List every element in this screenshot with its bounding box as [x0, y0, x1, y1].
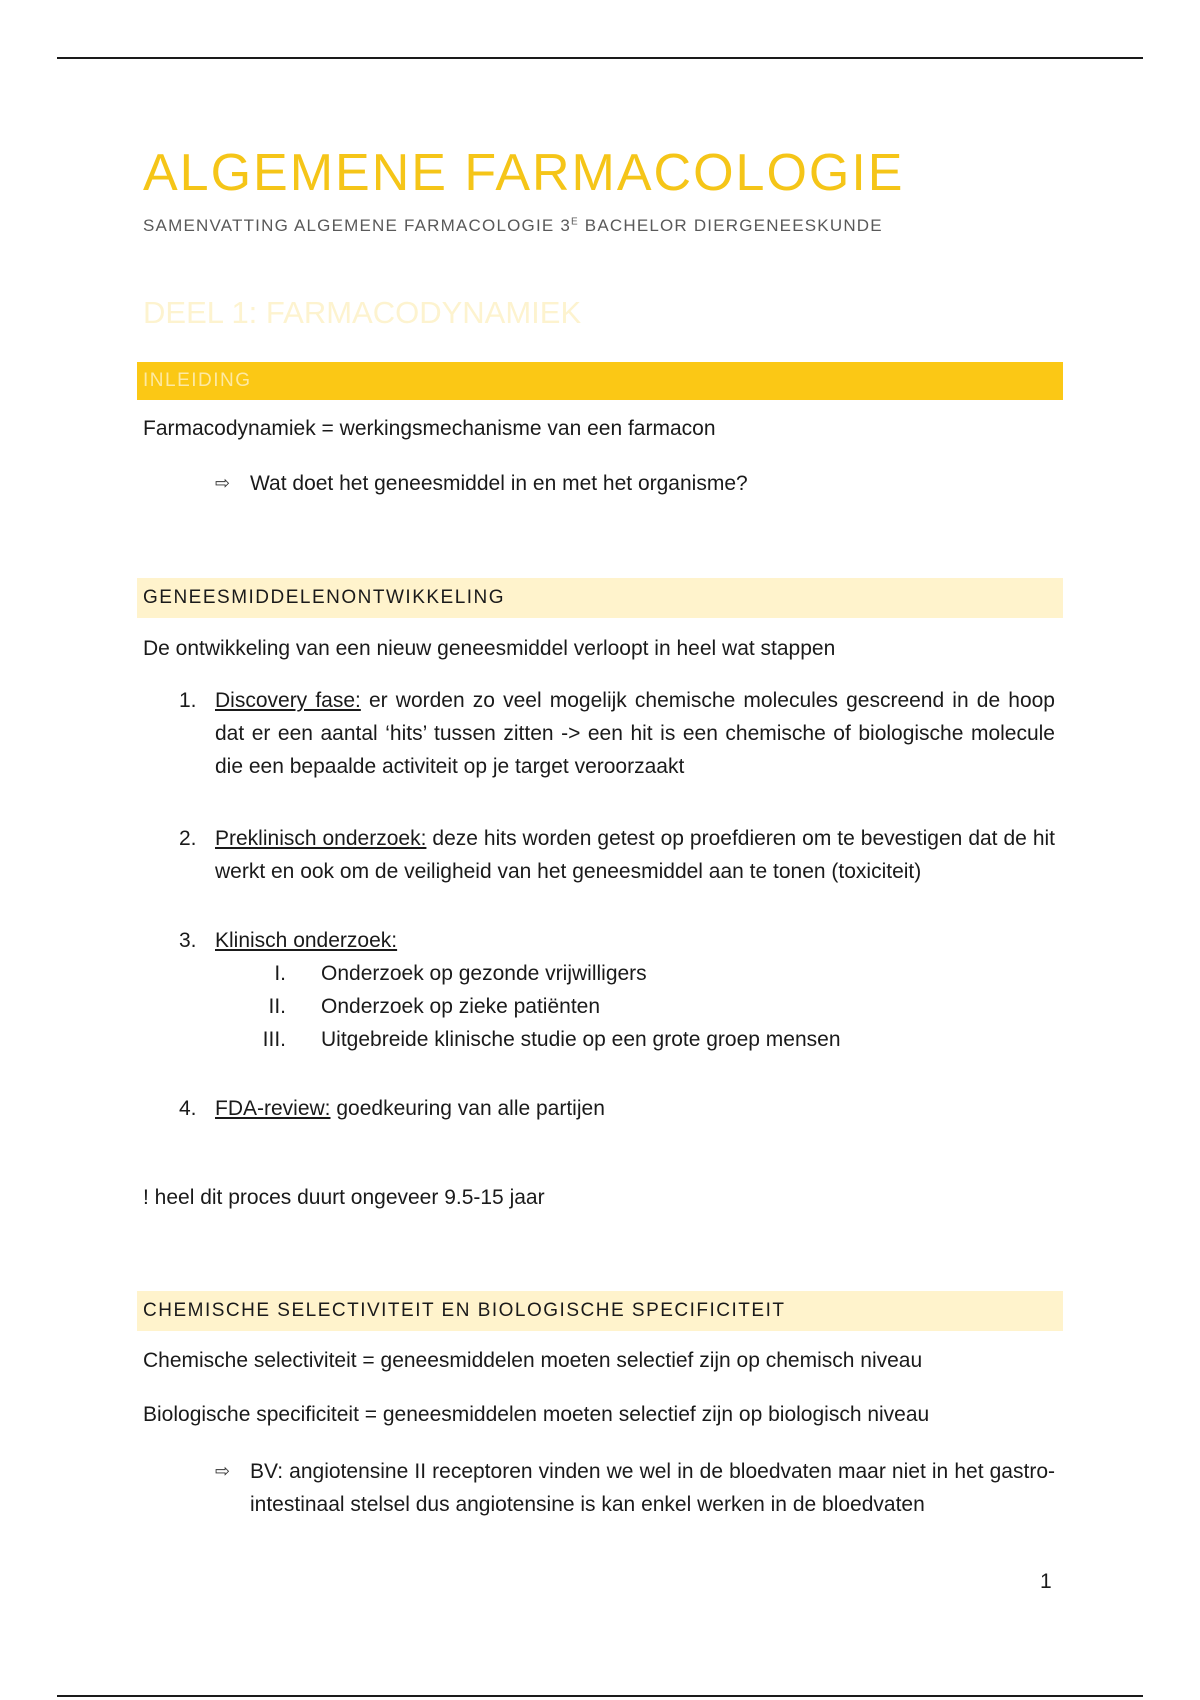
phase-number: III. [262, 1028, 286, 1051]
arrow-item-example [215, 1455, 1055, 1521]
phase-text: Onderzoek op gezonde vrijwilligers [321, 962, 647, 985]
phase-text: Uitgebreide klinische studie op een grote groep mensen [321, 1028, 841, 1051]
step-term: Klinisch onderzoek: [215, 929, 398, 952]
step-item-3 [179, 924, 1055, 957]
step-content [215, 924, 1055, 957]
step-number: 2. [179, 827, 197, 850]
arrow-item [215, 467, 1055, 500]
header-rule [57, 57, 1143, 59]
step-term: Discovery fase: [215, 689, 361, 712]
definition-farmacodynamiek: Farmacodynamiek = werkingsmechanisme van een farmacon [143, 417, 716, 440]
subtitle-superscript: E [570, 216, 579, 228]
step-content [215, 684, 1055, 783]
document-title: ALGEMENE FARMACOLOGIE [143, 144, 905, 202]
subtitle-part-1: SAMENVATTING ALGEMENE FARMACOLOGIE 3 [143, 216, 571, 235]
step-term: Preklinisch onderzoek: [215, 827, 427, 850]
section-heading-ontwikkeling: GENEESMIDDELENONTWIKKELING [137, 578, 1063, 618]
phase-text: Onderzoek op zieke patiënten [321, 995, 601, 1018]
section-heading-selectiviteit: CHEMISCHE SELECTIVITEIT EN BIOLOGISCHE SPECIFICITEIT [137, 1291, 1063, 1331]
page-number: 1 [1040, 1570, 1052, 1593]
arrow-text: Wat doet het geneesmiddel in en met het organisme? [250, 472, 748, 495]
part-heading: DEEL 1: FARMACODYNAMIEK [143, 295, 582, 330]
step-term: FDA-review: [215, 1097, 331, 1120]
arrow-bullet-icon: ⇨ [215, 473, 231, 493]
subtitle-part-2: BACHELOR DIERGENEESKUNDE [578, 216, 883, 235]
step-number: 4. [179, 1097, 197, 1120]
step-item-2 [179, 822, 1055, 888]
step-content [215, 822, 1055, 888]
step-content [215, 1092, 1055, 1125]
step-item-1 [179, 684, 1055, 783]
phase-number: II. [268, 995, 286, 1018]
ontwikkeling-intro: De ontwikkeling van een nieuw geneesmiddel verloopt in heel wat stappen [143, 637, 836, 660]
step-text: goedkeuring van alle partijen [330, 1097, 605, 1120]
step-text: er worden zo veel mogelijk chemische molecules gescreend in de hoop dat er een aantal ‘hits’ tussen zitten -> een hit is een chemische of biologische molecule die een bepaalde activiteit op je target veroorzaakt [215, 689, 1055, 778]
document-subtitle [143, 216, 883, 236]
arrow-text: BV: angiotensine II receptoren vinden we wel in de bloedvaten maar niet in het gastro-intestinaal stelsel dus angiotensine is kan enkel werken in de bloedvaten [250, 1460, 1055, 1516]
definition-chemische-selectiviteit: Chemische selectiviteit = geneesmiddelen moeten selectief zijn op chemisch niveau [143, 1349, 923, 1372]
step-number: 3. [179, 929, 197, 952]
step-text: deze hits worden getest op proefdieren om te bevestigen dat de hit werkt en ook om de veiligheid van het geneesmiddel aan te tonen (toxiciteit) [215, 827, 1055, 883]
duration-note: ! heel dit proces duurt ongeveer 9.5-15 jaar [143, 1186, 545, 1209]
phase-number: I. [274, 962, 286, 985]
section-heading-inleiding: INLEIDING [137, 362, 1063, 400]
footer-rule [57, 1695, 1143, 1697]
definition-biologische-specificiteit: Biologische specificiteit = geneesmiddelen moeten selectief zijn op biologisch niveau [143, 1403, 930, 1426]
arrow-bullet-icon: ⇨ [215, 1461, 231, 1481]
step-number: 1. [179, 689, 197, 712]
step-item-4 [179, 1092, 1055, 1125]
